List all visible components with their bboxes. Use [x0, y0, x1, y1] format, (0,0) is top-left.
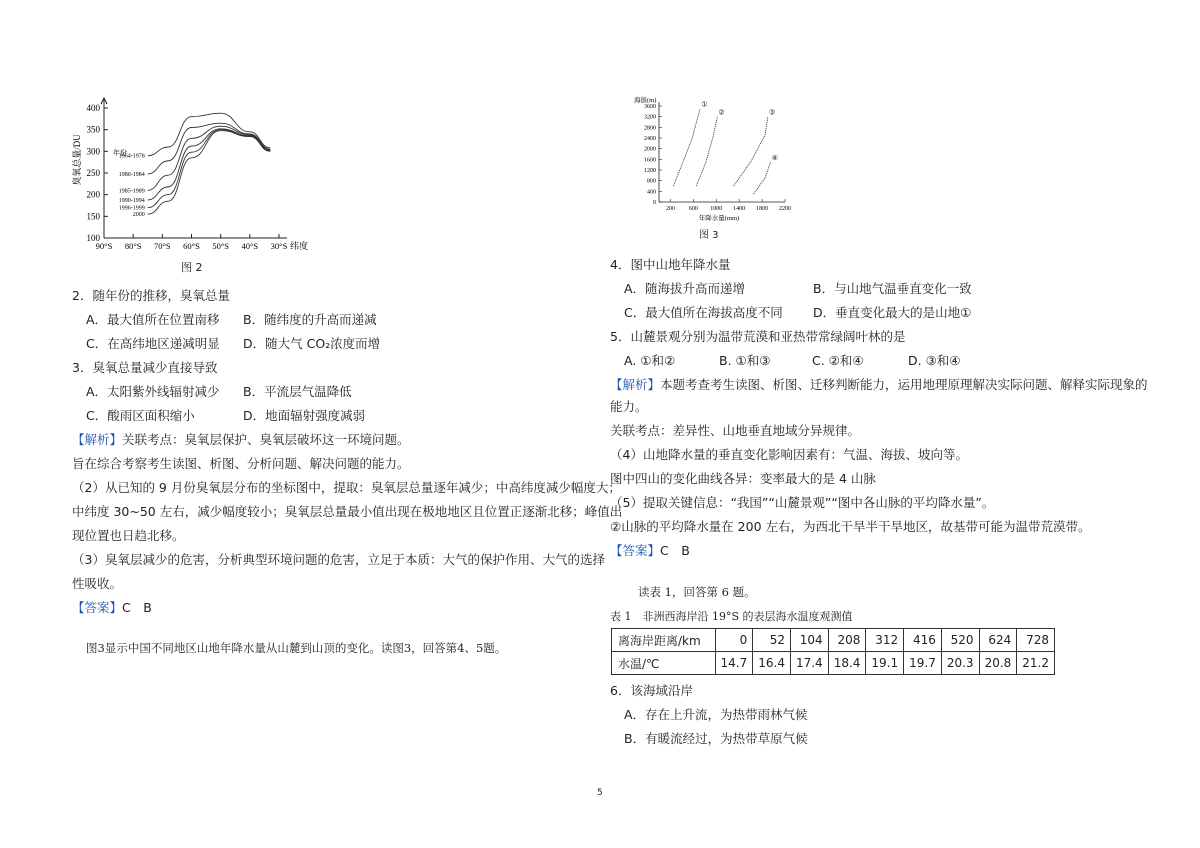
- fig3-series-line: [696, 117, 717, 186]
- left-analysis-line-3: （2）从已知的 9 月份臭氧层分布的坐标图中，提取：臭氧层总量逐年减少；中高纬度减少幅度大；: [72, 480, 621, 495]
- left-analysis-line-7: 性吸收。: [72, 576, 123, 591]
- fig2-series-label: 1964-1978: [118, 153, 145, 160]
- right-analysis-line-7: ②山脉的平均降水量在 200 左右，为西北干旱半干旱地区，故基带可能为温带荒漠带。: [610, 519, 1091, 534]
- fig2-y-tick-label: 100: [86, 233, 100, 243]
- right-analysis-line-2: 能力。: [610, 399, 648, 414]
- table-row-distance: [612, 629, 1055, 652]
- right-analysis-line-5: 图中四山的变化曲线各异：变率最大的是 4 山脉: [610, 471, 876, 486]
- fig3-y-tick-label: 3600: [644, 104, 656, 110]
- table-cell: 0: [715, 629, 753, 652]
- q2-option-a[interactable]: A．最大值所在位置南移: [86, 312, 220, 327]
- right-analysis-line-4: （4）山地降水量的垂直变化影响因素有：气温、海拔、坡向等。: [610, 447, 968, 462]
- fig2-series-lines: [119, 113, 271, 218]
- fig2-x-tick-label: 50°S: [212, 241, 229, 251]
- fig2-y-tick-label: 400: [86, 103, 100, 113]
- q5-option-b[interactable]: B. ①和③: [719, 353, 771, 368]
- fig3-y-tick-label: 1200: [644, 168, 656, 174]
- table-cell: 728: [1017, 629, 1055, 652]
- q3-stem: 3．臭氧总量减少直接导致: [72, 360, 218, 375]
- right-analysis-tag: 【解析】: [610, 377, 661, 392]
- fig3-y-axis-label: 海拔(m): [634, 97, 657, 104]
- q5-stem: 5．山麓景观分别为温带荒漠和亚热带常绿阔叶林的是: [610, 329, 906, 344]
- fig2-y-tick-label: 300: [86, 146, 100, 157]
- fig3-series-line: [673, 109, 700, 186]
- table-cell: 520: [941, 629, 979, 652]
- q3-option-a[interactable]: A．太阳紫外线辐射减少: [86, 384, 220, 399]
- q5-option-c[interactable]: C. ②和④: [812, 353, 864, 368]
- table-cell: 21.2: [1017, 652, 1055, 675]
- right-answer-tag: 【答案】: [610, 543, 661, 558]
- fig3-series-label: ④: [771, 154, 778, 162]
- right-analysis-line-3: 关联考点：差异性、山地垂直地域分异规律。: [610, 423, 861, 438]
- right-answer-value: C B: [660, 543, 690, 558]
- left-analysis-text-1: 关联考点：臭氧层保护、臭氧层破坏这一环境问题。: [122, 432, 410, 447]
- fig2-series-label: 1990-1994: [118, 197, 145, 204]
- fig2-y-tick-label: 250: [86, 168, 100, 178]
- fig3-series-line: [754, 162, 771, 194]
- right-analysis-text-1: 本题考查考生读图、析图、迁移判断能力，运用地理原理解决实际问题、解释实际现象的: [660, 377, 1148, 392]
- left-analysis-line-4: 中纬度 30~50 左右，减少幅度较小；臭氧层总量最小值出现在极地地区且位置正逐渐北移；峰值出: [72, 504, 623, 519]
- fig3-series-label: ③: [768, 108, 776, 117]
- q5-option-a[interactable]: A. ①和②: [624, 353, 676, 368]
- table-cell: 18.4: [828, 652, 866, 675]
- fig2-y-tick-label: 150: [86, 211, 100, 222]
- right-analysis-line-6: （5）提取关键信息：“我国”“山麓景观”“图中各山脉的平均降水量”。: [610, 495, 995, 510]
- fig3-x-tick-label: 1000: [710, 206, 723, 212]
- table-row-header: 离海岸距离/km: [612, 629, 716, 652]
- fig3-y-tick-label: 2400: [644, 136, 656, 142]
- table-cell: 52: [753, 629, 791, 652]
- table-cell: 20.3: [941, 652, 979, 675]
- q6-stem: 6．该海域沿岸: [610, 683, 693, 698]
- table-cell: 19.1: [866, 652, 904, 675]
- right-answer-line: [610, 541, 690, 559]
- figure-3-chart: [627, 92, 792, 222]
- table-cell: 19.7: [904, 652, 942, 675]
- fig2-x-tick-label: 40°S: [241, 241, 259, 251]
- fig3-series-label: ②: [718, 108, 725, 117]
- left-analysis-line-5: 现位置也日趋北移。: [72, 528, 185, 543]
- table-cell: 624: [979, 629, 1017, 652]
- fig2-y-tick-label: 200: [86, 189, 100, 200]
- fig2-caption: 图 2: [181, 261, 203, 274]
- fig3-y-tick-label: 1600: [644, 157, 656, 164]
- fig3-x-tick-label: 1400: [733, 206, 746, 212]
- fig3-x-tick-label: 200: [665, 206, 675, 212]
- fig3-x-tick-label: 2200: [779, 206, 791, 212]
- fig3-series-label: ①: [701, 100, 708, 109]
- fig2-series-label: 1996-1999: [118, 205, 145, 212]
- q4-option-d[interactable]: D．垂直变化最大的是山地①: [813, 305, 972, 320]
- fig3-y-tick-label: 2800: [644, 125, 656, 132]
- page-number: 5: [597, 788, 603, 798]
- q6-option-a[interactable]: A．存在上升流，为热带雨林气候: [624, 707, 808, 722]
- left-analysis-tag: 【解析】: [72, 432, 123, 447]
- q3-option-d[interactable]: D．地面辐射强度减弱: [243, 408, 366, 423]
- fig3-x-tick-label: 600: [688, 206, 698, 212]
- table-cell: 416: [904, 629, 942, 652]
- left-answer-tag: 【答案】: [72, 600, 123, 615]
- fig2-x-tick-label: 70°S: [154, 241, 171, 251]
- fig3-caption: 图 3: [699, 230, 719, 241]
- fig3-y-tick-label: 400: [647, 189, 656, 196]
- fig2-series-label: 1980-1984: [118, 171, 145, 178]
- q2-option-c[interactable]: C．在高纬地区递减明显: [86, 336, 220, 351]
- fig3-y-tick-label: 0: [653, 200, 656, 206]
- figure-2-chart: [72, 88, 312, 258]
- fig2-axes: [87, 98, 288, 251]
- table-cell: 14.7: [715, 652, 753, 675]
- fig3-series-line: [733, 117, 767, 186]
- left-answer-line: [72, 598, 152, 616]
- fig2-x-axis-label: 纬度: [290, 241, 309, 251]
- fig2-y-tick-label: 350: [86, 124, 100, 135]
- q2-stem: 2．随年份的推移，臭氧总量: [72, 288, 230, 303]
- q2-option-d[interactable]: D．随大气 CO₂浓度而增: [243, 336, 381, 351]
- table-cell: 20.8: [979, 652, 1017, 675]
- q5-option-d[interactable]: D. ③和④: [908, 353, 961, 368]
- table-cell: 312: [866, 629, 904, 652]
- fig3-x-tick-label: 1800: [756, 206, 769, 212]
- table-row-temperature: [612, 652, 1055, 675]
- q4-option-c[interactable]: C．最大值所在海拔高度不同: [624, 305, 783, 320]
- q3-option-c[interactable]: C．酸雨区面积缩小: [86, 408, 195, 423]
- table-cell: 17.4: [790, 652, 828, 675]
- fig2-x-tick-label: 30°S: [270, 241, 288, 251]
- q4-option-b[interactable]: B．与山地气温垂直变化一致: [813, 281, 972, 296]
- q6-option-b[interactable]: B．有暖流经过，为热带草原气候: [624, 731, 808, 746]
- fig3-series-lines: [673, 101, 778, 194]
- q4-option-a[interactable]: A．随海拔升高而递增: [624, 281, 746, 296]
- fig3-y-tick-label: 800: [647, 178, 656, 185]
- table-intro: 读表 1，回答第 6 题。: [638, 585, 756, 599]
- fig2-series-line: [148, 131, 271, 215]
- left-analysis-line-2: 旨在综合考察考生读图、析图、分析问题、解决问题的能力。: [72, 456, 410, 471]
- fig2-y-axis-label: 臭氧总量/DU: [72, 134, 82, 186]
- table-caption: 表 1 非洲西海岸沿 19°S 的表层海水温度观测值: [610, 610, 853, 623]
- right-analysis-line-1: [610, 375, 1148, 393]
- fig2-series-label: 2000: [132, 212, 145, 219]
- table-cell: 16.4: [753, 652, 791, 675]
- left-analysis-line-1: [72, 430, 410, 448]
- q2-option-b[interactable]: B．随纬度的升高而递减: [243, 312, 377, 327]
- fig3-x-axis-label: 年降水量(mm): [698, 215, 740, 222]
- fig2-x-tick-label: 80°S: [124, 241, 142, 251]
- fig3-axes: [644, 102, 791, 212]
- table-row-header: 水温/℃: [612, 652, 716, 675]
- left-analysis-line-6: （3）臭氧层减少的危害，分析典型环境问题的危害，立足于本质：大气的保护作用、大气的选择: [72, 552, 605, 567]
- fig3-y-tick-label: 3200: [644, 114, 656, 121]
- q3-option-b[interactable]: B．平流层气温降低: [243, 384, 352, 399]
- fig2-x-tick-label: 60°S: [183, 241, 200, 251]
- q4-stem: 4．图中山地年降水量: [610, 257, 731, 272]
- fig2-x-tick-label: 90°S: [95, 241, 113, 251]
- table-cell: 208: [828, 629, 866, 652]
- fig2-series-label: 1985-1989: [118, 188, 145, 195]
- table-cell: 104: [790, 629, 828, 652]
- left-answer-value: C B: [122, 600, 152, 615]
- fig2-series-line: [148, 130, 271, 208]
- sea-temperature-table: [611, 628, 1055, 675]
- fig2-series-line: [148, 123, 271, 174]
- fig2-legend-title: 年份: [113, 149, 127, 157]
- fig3-intro: 图3显示中国不同地区山地年降水量从山麓到山顶的变化。读图3，回答第4、5题。: [86, 641, 507, 655]
- fig3-y-tick-label: 2000: [644, 146, 656, 153]
